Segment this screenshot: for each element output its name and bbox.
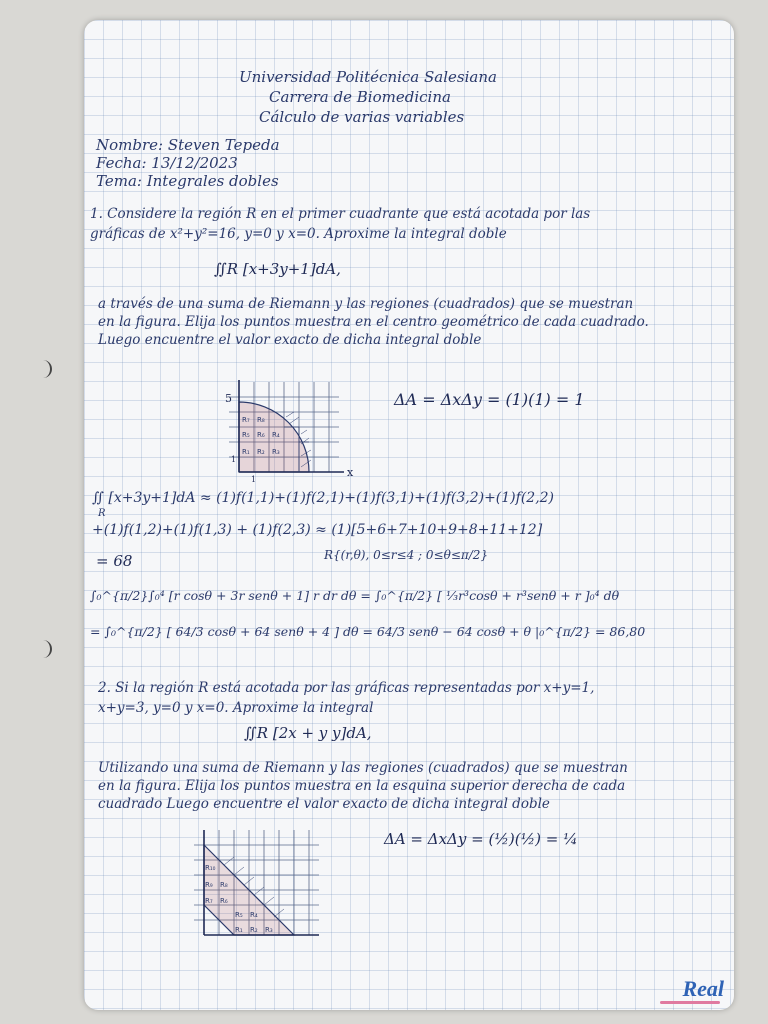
p2-cell-label: R₈	[220, 881, 228, 889]
p1-integral: ∬R [x+3y+1]dA,	[214, 260, 341, 278]
notebook-page	[84, 20, 734, 1010]
p2-cell-label: R₃	[265, 926, 273, 934]
p1-axis-x-tick: 1	[251, 475, 257, 482]
p1-axis-y-tick: 5	[225, 392, 232, 405]
brand-logo: Real	[682, 976, 724, 1001]
p1-axis-x-label: x	[347, 466, 354, 479]
p1-text-1: a través de una suma de Riemann y las regiones (cuadrados) que se muestran	[98, 296, 634, 312]
p1-region-diagram	[219, 372, 359, 482]
p1-cell-label: R₄	[272, 431, 280, 439]
p2-cell-label: R₇	[205, 897, 213, 905]
p2-region-diagram	[189, 825, 329, 945]
p2-cell-label: R₆	[220, 897, 228, 905]
p2-statement-2: x+y=3, y=0 y x=0. Aproxime la integral	[98, 700, 374, 716]
p2-integral: ∬R [2x + y y]dA,	[244, 724, 372, 742]
p2-statement-1: 2. Si la región R está acotada por las gráficas representadas por x+y=1,	[98, 680, 595, 696]
p2-cell-label: R₉	[205, 881, 213, 889]
p2-cell-label: R₅	[235, 911, 243, 919]
p1-text-3: Luego encuentre el valor exacto de dicha integral doble	[98, 332, 482, 348]
brand-logo-underline	[660, 1001, 720, 1004]
course-title: Cálculo de varias variables	[259, 108, 465, 126]
p2-text-3: cuadrado Luego encuentre el valor exacto de dicha integral doble	[98, 796, 550, 812]
p2-delta-area: ΔA = ΔxΔy = (½)(½) = ¼	[384, 830, 578, 848]
p2-text-2: en la figura. Elija los puntos muestra en la esquina superior derecha de cada	[98, 778, 626, 794]
p2-cell-label: R₂	[250, 926, 258, 934]
p1-cell-label: R₅	[242, 431, 250, 439]
p2-cell-label: R₄	[250, 911, 258, 919]
university-title: Universidad Politécnica Salesiana	[239, 68, 497, 86]
p1-riemann-sum-2: +(1)f(1,2)+(1)f(1,3) + (1)f(2,3) ≈ (1)[5+6+7+10+9+8+11+12]	[92, 522, 543, 538]
p1-cell-label: R₈	[257, 416, 265, 424]
p1-delta-area: ΔA = ΔxΔy = (1)(1) = 1	[394, 390, 585, 409]
p1-cell-label: R₂	[257, 448, 265, 456]
p1-polar-region: R{(r,θ), 0≤r≤4 ; 0≤θ≤π/2}	[324, 548, 489, 562]
p1-statement-1: 1. Considere la región R en el primer cuadrante que está acotada por las	[90, 206, 591, 222]
career-title: Carrera de Biomedicina	[269, 88, 451, 106]
p1-polar-integral-1: ∫₀^{π/2}∫₀⁴ [r cosθ + 3r senθ + 1] r dr dθ = ∫₀^{π/2} [ ⅓r³cosθ + r³senθ + r ]₀⁴ dθ	[90, 588, 620, 603]
p2-cell-label: R₁	[235, 926, 243, 934]
p1-riemann-sum-region: R	[98, 508, 106, 519]
p1-cell-label: R₇	[242, 416, 250, 424]
p2-cell-label: R₁₀	[205, 864, 216, 872]
p2-text-1: Utilizando una suma de Riemann y las regiones (cuadrados) que se muestran	[98, 760, 628, 776]
binder-mark	[40, 360, 52, 378]
student-name: Nombre: Steven Tepeda	[96, 136, 280, 154]
p1-cell-label: R₃	[272, 448, 280, 456]
p1-axis-y-one: 1	[231, 455, 237, 464]
p1-statement-2: gráficas de x²+y²=16, y=0 y x=0. Aproxime la integral doble	[90, 226, 507, 242]
p1-polar-integral-2: = ∫₀^{π/2} [ 64/3 cosθ + 64 senθ + 4 ] dθ = 64/3 senθ − 64 cosθ + θ |₀^{π/2} = 86,80	[90, 624, 646, 639]
p1-cell-label: R₁	[242, 448, 250, 456]
topic-line: Tema: Integrales dobles	[96, 172, 279, 190]
p1-result: = 68	[96, 552, 133, 570]
binder-mark	[40, 640, 52, 658]
p1-cell-label: R₆	[257, 431, 265, 439]
date-line: Fecha: 13/12/2023	[96, 154, 238, 172]
p1-riemann-sum-1: ∬ [x+3y+1]dA ≈ (1)f(1,1)+(1)f(2,1)+(1)f(3,1)+(1)f(3,2)+(1)f(2,2)	[92, 490, 555, 506]
p1-text-2: en la figura. Elija los puntos muestra en el centro geométrico de cada cuadrado.	[98, 314, 649, 330]
